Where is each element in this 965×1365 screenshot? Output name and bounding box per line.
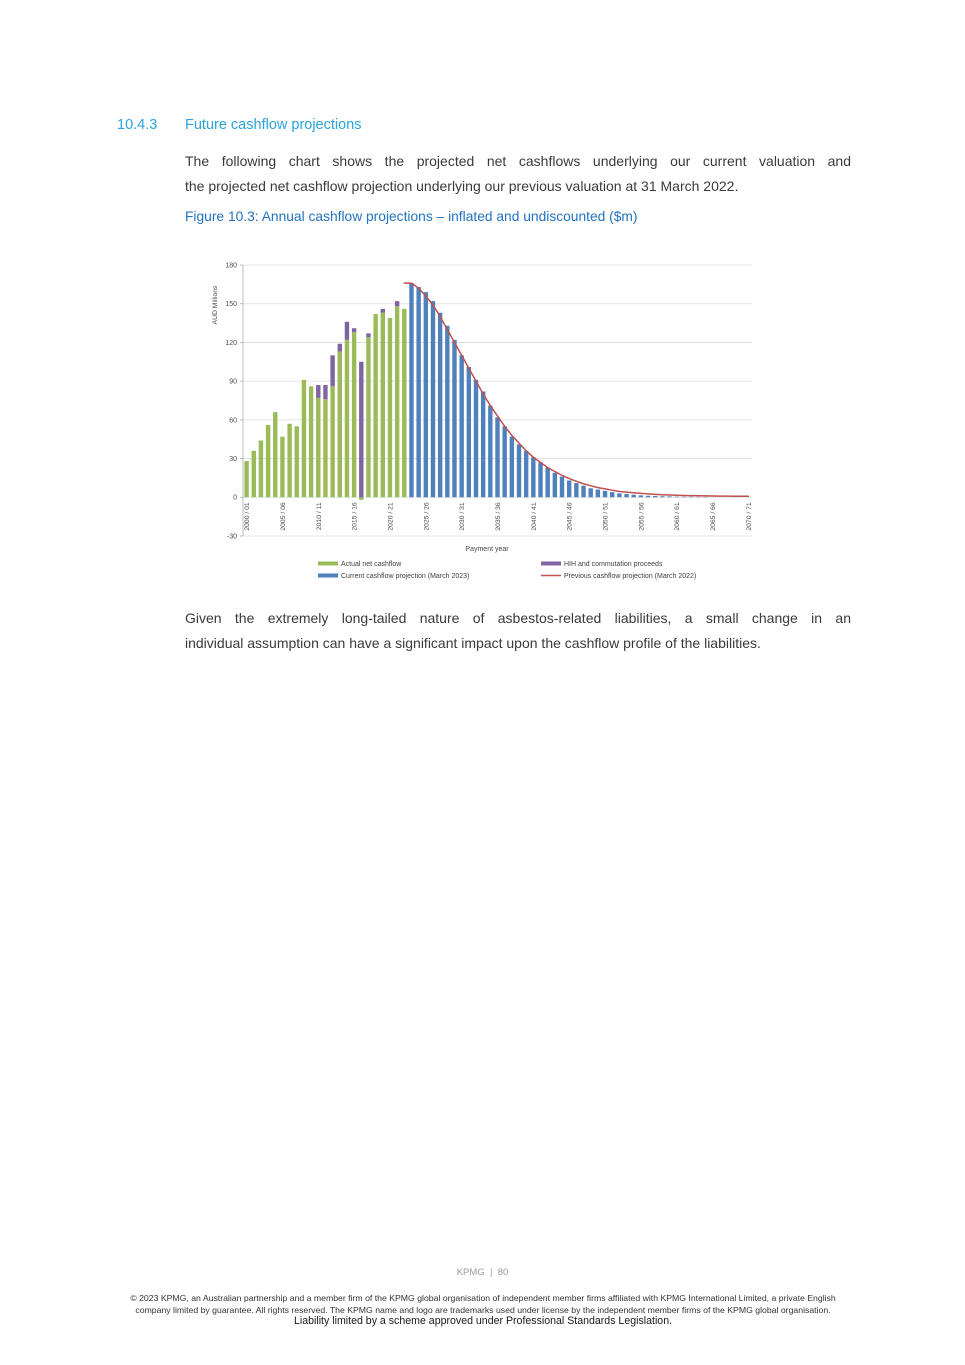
- svg-text:2010 / 11: 2010 / 11: [315, 502, 323, 531]
- svg-text:2055 / 56: 2055 / 56: [638, 502, 646, 531]
- svg-text:2020 / 21: 2020 / 21: [387, 502, 395, 531]
- body-paragraph: [185, 606, 851, 656]
- svg-text:90: 90: [229, 378, 237, 386]
- cashflow-chart: [195, 250, 755, 595]
- svg-text:2065 / 66: 2065 / 66: [710, 502, 718, 531]
- svg-text:2060 / 61: 2060 / 61: [674, 502, 682, 531]
- svg-text:2015 / 16: 2015 / 16: [351, 502, 359, 531]
- svg-text:2005 / 06: 2005 / 06: [279, 502, 287, 531]
- svg-text:-30: -30: [226, 533, 237, 541]
- svg-text:2000 / 01: 2000 / 01: [244, 502, 252, 531]
- svg-text:180: 180: [225, 262, 237, 270]
- svg-text:2070 / 71: 2070 / 71: [745, 502, 753, 531]
- page-footer-marker: KPMG | 80: [456, 1267, 509, 1278]
- svg-text:2045 / 46: 2045 / 46: [566, 502, 574, 531]
- intro-line-2: the projected net cashflow projection underlying our previous valuation at 31 March 2022.: [185, 178, 739, 194]
- svg-text:2035 / 36: 2035 / 36: [495, 502, 502, 531]
- intro-line-1: The following chart shows the projected net cashflows underlying our current valuation and: [185, 153, 851, 169]
- body-line-1: Given the extremely long-tailed nature of asbestos-related liabilities, a small change in an: [185, 610, 851, 626]
- figure-caption: Figure 10.3: Annual cashflow projections – inflated and undiscounted ($m): [185, 209, 638, 224]
- svg-text:Payment year: Payment year: [465, 546, 509, 553]
- svg-text:2040 / 41: 2040 / 41: [530, 502, 538, 531]
- copyright-text: [113, 1293, 853, 1316]
- svg-text:0: 0: [233, 494, 237, 502]
- svg-text:2050 / 51: 2050 / 51: [602, 502, 610, 531]
- svg-text:120: 120: [225, 339, 237, 347]
- svg-text:2025 / 26: 2025 / 26: [423, 502, 431, 531]
- copyright-line-1: © 2023 KPMG, an Australian partnership and a member firm of the KPMG global organisation of independent member firms affiliated with KPMG International Limited, a private English: [130, 1293, 836, 1303]
- svg-text:2030 / 31: 2030 / 31: [459, 502, 467, 531]
- section-number: 10.4.3: [117, 117, 158, 133]
- copyright-line-2: company limited by guarantee. All rights reserved. The KPMG name and logo are trademarks used under license by the independent member firms of the KPMG global organisation.: [135, 1304, 831, 1315]
- section-title: Future cashflow projections: [185, 117, 362, 133]
- svg-text:30: 30: [229, 455, 237, 463]
- intro-paragraph: [185, 149, 851, 199]
- svg-text:Previous cashflow projection (: Previous cashflow projection (March 2022): [564, 572, 697, 580]
- svg-text:Actual net cashflow: Actual net cashflow: [341, 560, 402, 568]
- body-line-2: individual assumption can have a significant impact upon the cashflow profile of the liabilities.: [185, 635, 761, 651]
- svg-text:150: 150: [225, 301, 237, 309]
- svg-text:Current cashflow projection (M: Current cashflow projection (March 2023): [341, 572, 470, 580]
- liability-statement: Liability limited by a scheme approved under Professional Standards Legislation.: [293, 1315, 673, 1327]
- cashflow-chart-svg: [195, 250, 755, 595]
- svg-text:HIH and commutation proceeds: HIH and commutation proceeds: [564, 560, 663, 568]
- svg-text:AUD Millions: AUD Millions: [212, 285, 219, 325]
- svg-text:60: 60: [229, 417, 237, 425]
